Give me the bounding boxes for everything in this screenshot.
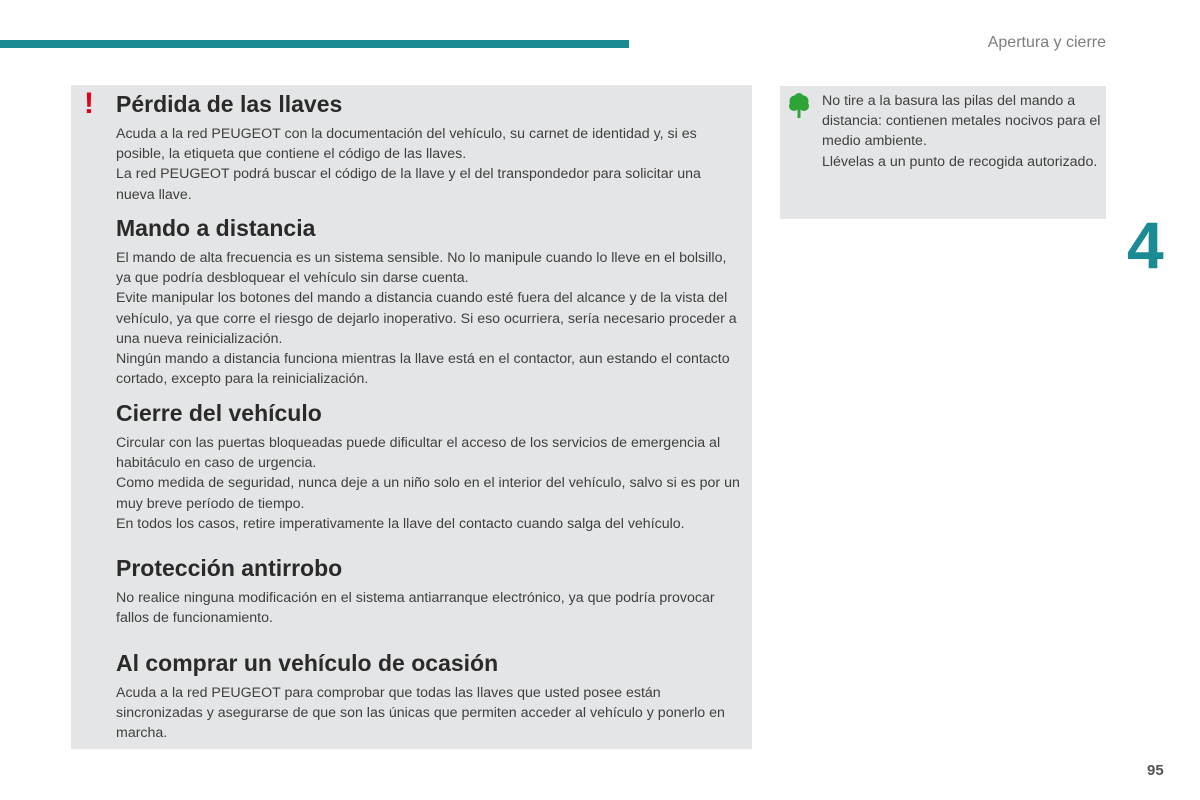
- section-title-anti-theft: Protección antirrobo: [116, 555, 343, 581]
- paragraph: Acuda a la red PEUGEOT para comprobar que todas las llaves que usted posee están sincronizadas y asegurarse de que son las únicas que permiten acceder al vehículo y ponerlo en marcha.: [116, 685, 725, 742]
- tree-icon: [787, 93, 811, 119]
- paragraph: Ningún mando a distancia funciona mientras la llave está en el contactor, aun estando el contacto cortado, excepto para la reinicialización.: [116, 351, 730, 388]
- paragraph: No realice ninguna modificación en el sistema antiarranque electrónico, ya que podría provocar fallos de funcionamiento.: [116, 590, 715, 627]
- paragraph: No tire a la basura las pilas del mando a distancia: contienen metales nocivos para el medio ambiente.: [822, 93, 1101, 150]
- section-used-vehicle: [116, 650, 741, 744]
- paragraph: La red PEUGEOT podrá buscar el código de la llave y el del transpondedor para solicitar una nueva llave.: [116, 166, 701, 203]
- page-number: 95: [1147, 762, 1164, 779]
- section-title-remote-control: Mando a distancia: [116, 215, 316, 241]
- paragraph: El mando de alta frecuencia es un sistema sensible. No lo manipule cuando lo lleve en el bolsillo, ya que podría desbloquear el vehículo sin darse cuenta.: [116, 250, 727, 287]
- exclamation-icon: !: [84, 87, 94, 120]
- paragraph: Acuda a la red PEUGEOT con la documentación del vehículo, su carnet de identidad y, si es posible, la etiqueta que contiene el código de las llaves.: [116, 126, 697, 163]
- chapter-number: 4: [1127, 208, 1164, 282]
- paragraph: Evite manipular los botones del mando a distancia cuando esté fuera del alcance y de la vista del vehículo, ya que corre el riesgo de dejarlo inoperativo. Si eso ocurriera, sería necesario proceder a una nueva reinicialización.: [116, 290, 737, 347]
- section-title-lost-keys: Pérdida de las llaves: [116, 91, 343, 117]
- paragraph: Circular con las puertas bloqueadas puede dificultar el acceso de los servicios de emergencia al habitáculo en caso de urgencia.: [116, 435, 721, 472]
- environment-note-box: [780, 86, 1106, 219]
- paragraph: En todos los casos, retire imperativamente la llave del contacto cuando salga del vehículo.: [116, 515, 685, 532]
- section-anti-theft: [116, 555, 741, 628]
- paragraph: Como medida de seguridad, nunca deje a un niño solo en el interior del vehículo, salvo si es por un muy breve período de tiempo.: [116, 475, 740, 512]
- environment-note-text: [822, 91, 1102, 172]
- section-title-vehicle-locking: Cierre del vehículo: [116, 400, 322, 426]
- section-title: Apertura y cierre: [987, 34, 1106, 51]
- section-vehicle-locking: [116, 400, 741, 534]
- header-accent-bar: [0, 40, 629, 48]
- section-title-used-vehicle: Al comprar un vehículo de ocasión: [116, 650, 499, 676]
- paragraph: Llévelas a un punto de recogida autorizado.: [822, 153, 1098, 170]
- section-lost-keys: [116, 91, 741, 205]
- section-remote-control: [116, 215, 741, 389]
- warning-box: [71, 85, 752, 749]
